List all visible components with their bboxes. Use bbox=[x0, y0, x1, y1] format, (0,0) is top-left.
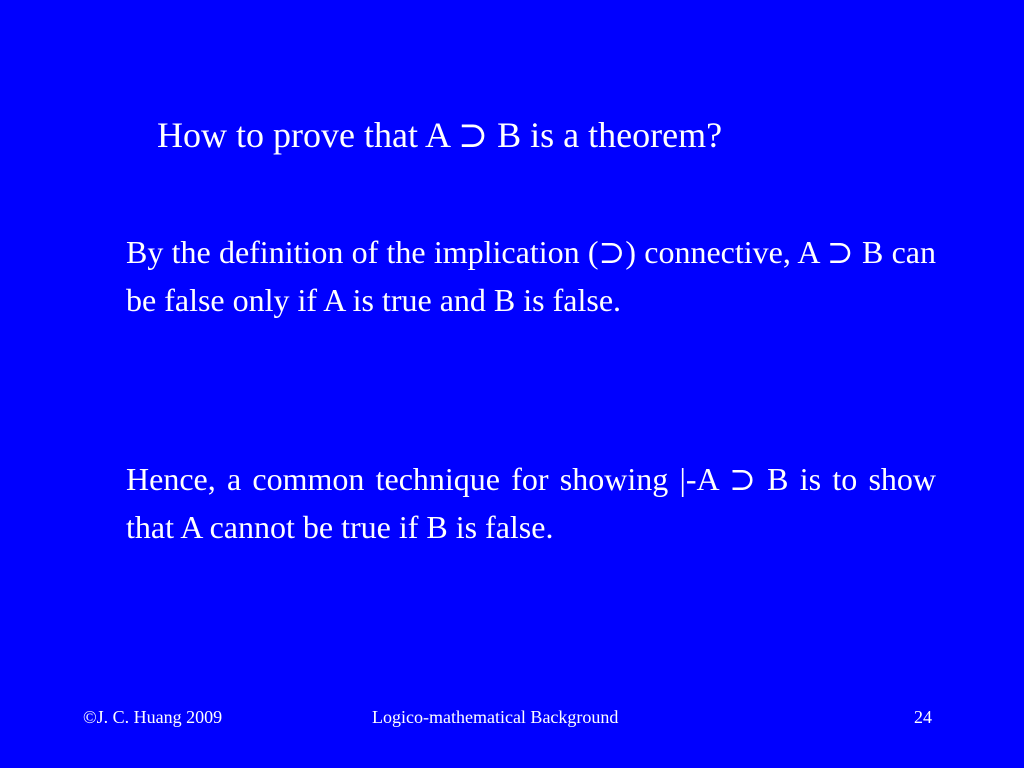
slide-title: How to prove that A ⊃ B is a theorem? bbox=[157, 115, 723, 155]
paragraph-proof-technique: Hence, a common technique for showing |-A ⊃ B is to show that A cannot be true if B is false. bbox=[126, 461, 936, 545]
footer-page-number: 24 bbox=[914, 707, 932, 727]
footer-copyright: ©J. C. Huang 2009 bbox=[83, 707, 223, 727]
paragraph-implication-definition: By the definition of the implication (⊃) connective, A ⊃ B can be false only if A is true and B is false. bbox=[126, 234, 936, 318]
footer-course-title: Logico-mathematical Background bbox=[372, 707, 619, 727]
